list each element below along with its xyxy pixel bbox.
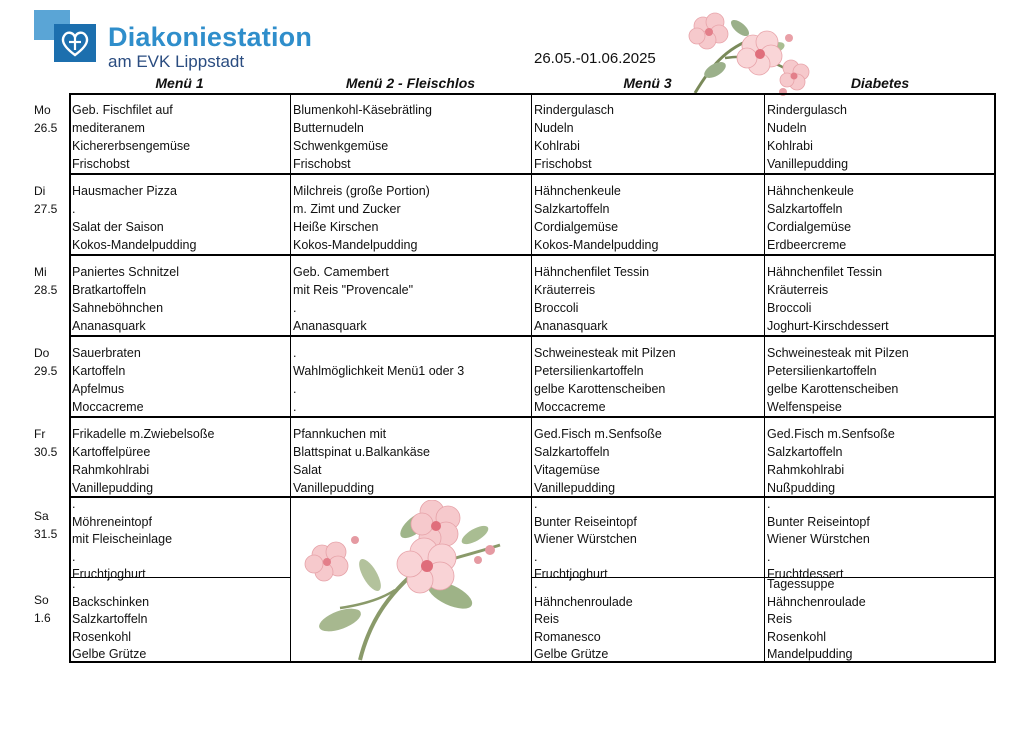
menu-line: Broccoli (767, 301, 812, 315)
menu-line: Bunter Reiseintopf (534, 514, 637, 529)
menu-line: . (293, 382, 297, 396)
menu-line: mediteranem (72, 121, 145, 135)
menu-line: Rindergulasch (767, 103, 847, 117)
menu-cell (767, 101, 848, 173)
menu-line: Sauerbraten (72, 346, 141, 360)
menu-line: Tagessuppe (767, 577, 835, 591)
menu-line: Apfelmus (72, 382, 125, 396)
menu-cell (72, 263, 179, 335)
menu-line: Blattspinat u.Balkankäse (293, 445, 430, 459)
menu-cell (534, 496, 637, 584)
menu-cell (293, 263, 413, 335)
menu-cell (293, 344, 464, 416)
blossom-bottom-icon (300, 500, 510, 665)
menu-line: Salzkartoffeln (534, 445, 610, 459)
menu-line: Bunter Reiseintopf (767, 514, 870, 529)
brand-name: Diakoniestation (108, 22, 313, 52)
menu-line: Nudeln (767, 121, 807, 135)
menu-line: Kohlrabi (534, 139, 580, 153)
menu-line: Vanillepudding (534, 481, 616, 495)
menu-cell (72, 101, 190, 173)
menu-line: Reis (534, 612, 560, 626)
menu-line: Kräuterreis (767, 283, 829, 297)
menu-line: Kokos-Mandelpudding (293, 238, 418, 252)
menu-line: Fruchtdessert (767, 567, 844, 581)
menu-line: Kichererbsengemüse (72, 139, 191, 153)
menu-line: Hausmacher Pizza (72, 184, 177, 198)
menu-line: Salzkartoffeln (767, 445, 843, 459)
menu-line: Schweinesteak mit Pilzen (534, 346, 676, 360)
row-divider (69, 173, 996, 175)
menu-line: Rosenkohl (767, 629, 827, 644)
menu-cell (293, 101, 432, 173)
menu-line: Gelbe Grütze (72, 647, 147, 661)
menu-line: Hähnchenkeule (534, 184, 621, 198)
date-range: 26.05.-01.06.2025 (534, 50, 656, 67)
menu-line: Salzkartoffeln (534, 202, 610, 216)
menu-line: Kohlrabi (767, 139, 813, 153)
menu-line: Vanillepudding (293, 481, 375, 495)
menu-line: . (293, 346, 297, 360)
menu-line: Gelbe Grütze (534, 647, 609, 661)
menu-cell (767, 496, 870, 584)
menu-line: Backschinken (72, 594, 150, 609)
menu-line: Wiener Würstchen (534, 532, 637, 546)
menu-line: Sahneböhnchen (72, 301, 164, 315)
menu-line: Blumenkohl-Käsebrätling (293, 103, 432, 117)
menu-line: Vanillepudding (767, 157, 849, 171)
menu-line: Schwenkgemüse (293, 139, 389, 153)
day-label: Fr 30.5 (34, 427, 58, 459)
day-label: Di 27.5 (34, 184, 58, 216)
menu-line: Reis (767, 612, 793, 626)
menu-line: Moccacreme (72, 400, 144, 414)
brand-subtitle: am EVK Lippstadt (108, 52, 245, 71)
menu-cell (72, 344, 144, 416)
menu-line: . (72, 497, 76, 511)
row-divider (69, 254, 996, 256)
menu-line: . (767, 549, 771, 564)
menu-line: . (534, 549, 538, 564)
menu-cell (293, 182, 430, 254)
day-label: Mo 26.5 (34, 103, 58, 135)
menu-line: Vanillepudding (72, 481, 154, 495)
day-label: Mi 28.5 (34, 265, 58, 297)
menu-line: Joghurt-Kirschdessert (767, 319, 889, 333)
menu-line: . (72, 202, 76, 216)
menu-line: Ged.Fisch m.Senfsoße (767, 427, 895, 441)
menu-line: Ananasquark (72, 319, 146, 333)
menu-line: . (767, 497, 771, 511)
menu-line: Kräuterreis (534, 283, 596, 297)
menu-line: Frischobst (534, 157, 592, 171)
menu-line: Hähnchenkeule (767, 184, 854, 198)
menu-line: Rahmkohlrabi (72, 463, 150, 477)
menu-line: . (534, 577, 538, 591)
day-label: Do 29.5 (34, 346, 58, 378)
row-divider (69, 335, 996, 337)
menu-line: Kartoffelpüree (72, 445, 151, 459)
menu-line: . (293, 400, 297, 414)
menu-line: Heiße Kirschen (293, 220, 379, 234)
menu-line: Welfenspeise (767, 400, 842, 414)
menu-cell (767, 263, 889, 335)
menu-line: Rahmkohlrabi (767, 463, 845, 477)
menu-line: Salat (293, 463, 322, 477)
menu-line: Frischobst (72, 157, 130, 171)
menu-line: Mandelpudding (767, 647, 853, 661)
menu-line: Rosenkohl (72, 629, 132, 644)
row-divider (69, 416, 996, 418)
menu-line: Hähnchenfilet Tessin (534, 265, 650, 279)
menu-line: Wiener Würstchen (767, 532, 870, 546)
menu-line: Wahlmöglichkeit Menü1 oder 3 (293, 364, 465, 378)
menu-line: Paniertes Schnitzel (72, 265, 180, 279)
menu-cell (767, 576, 866, 664)
menu-line: Schweinesteak mit Pilzen (767, 346, 909, 360)
column-header-menu1: Menü 1 (155, 75, 204, 91)
menu-line: Möhreneintopf (72, 514, 152, 529)
logo (34, 10, 334, 70)
column-header-diabetes: Diabetes (850, 75, 910, 91)
menu-line: Frischobst (293, 157, 351, 171)
menu-line: Petersilienkartoffeln (767, 364, 877, 378)
menu-line: Geb. Camembert (293, 265, 389, 279)
day-label: So 1.6 (34, 593, 51, 625)
menu-line: Frikadelle m.Zwiebelsoße (72, 427, 215, 441)
menu-line: Erdbeercreme (767, 238, 847, 252)
menu-line: mit Reis "Provencale" (293, 283, 414, 297)
menu-cell (534, 263, 649, 335)
menu-cell (72, 182, 196, 254)
menu-line: Fruchtjoghurt (72, 567, 146, 581)
menu-line: Nußpudding (767, 481, 836, 495)
menu-cell (534, 576, 633, 664)
menu-line: Hähnchenfilet Tessin (767, 265, 883, 279)
menu-line: . (72, 577, 76, 591)
menu-line: Hähnchenroulade (534, 594, 633, 609)
menu-line: . (72, 549, 76, 564)
menu-line: Rindergulasch (534, 103, 614, 117)
menu-line: . (293, 301, 297, 315)
menu-line: Cordialgemüse (534, 220, 619, 234)
menu-cell (72, 496, 172, 584)
column-header-menu3: Menü 3 (623, 75, 672, 91)
menu-cell (293, 425, 430, 497)
menu-line: Nudeln (534, 121, 574, 135)
menu-line: . (534, 497, 538, 511)
menu-line: Ananasquark (534, 319, 608, 333)
menu-line: Fruchtjoghurt (534, 567, 608, 581)
menu-line: mit Fleischeinlage (72, 532, 173, 546)
menu-line: Moccacreme (534, 400, 606, 414)
menu-line: Bratkartoffeln (72, 283, 147, 297)
column-header-menu2: Menü 2 - Fleischlos (345, 75, 476, 91)
column-divider (290, 93, 291, 663)
menu-line: Salat der Saison (72, 220, 164, 234)
menu-line: m. Zimt und Zucker (293, 202, 401, 216)
logo-mark-icon (54, 24, 96, 62)
day-label: Sa 31.5 (34, 509, 58, 541)
menu-line: Petersilienkartoffeln (534, 364, 644, 378)
menu-line: Geb. Fischfilet auf (72, 103, 173, 117)
menu-cell (534, 344, 676, 416)
menu-cell (767, 182, 854, 254)
menu-cell (534, 101, 614, 173)
menu-line: Kokos-Mandelpudding (72, 238, 197, 252)
menu-line: Hähnchenroulade (767, 594, 866, 609)
menu-cell (767, 425, 895, 497)
menu-line: Cordialgemüse (767, 220, 852, 234)
menu-line: Ananasquark (293, 319, 367, 333)
menu-line: gelbe Karottenscheiben (534, 382, 666, 396)
menu-line: Kartoffeln (72, 364, 126, 378)
menu-line: Salzkartoffeln (767, 202, 843, 216)
menu-cell (72, 576, 149, 664)
menu-line: Milchreis (große Portion) (293, 184, 430, 198)
menu-cell (72, 425, 214, 497)
menu-line: Kokos-Mandelpudding (534, 238, 659, 252)
menu-line: Broccoli (534, 301, 579, 315)
menu-line: Romanesco (534, 629, 601, 644)
menu-cell (534, 182, 658, 254)
menu-line: Salzkartoffeln (72, 612, 148, 626)
menu-cell (767, 344, 909, 416)
menu-line: gelbe Karottenscheiben (767, 382, 899, 396)
menu-line: Vitagemüse (534, 463, 600, 477)
menu-cell (534, 425, 662, 497)
menu-line: Butternudeln (293, 121, 364, 135)
menu-line: Ged.Fisch m.Senfsoße (534, 427, 662, 441)
menu-line: Pfannkuchen mit (293, 427, 387, 441)
